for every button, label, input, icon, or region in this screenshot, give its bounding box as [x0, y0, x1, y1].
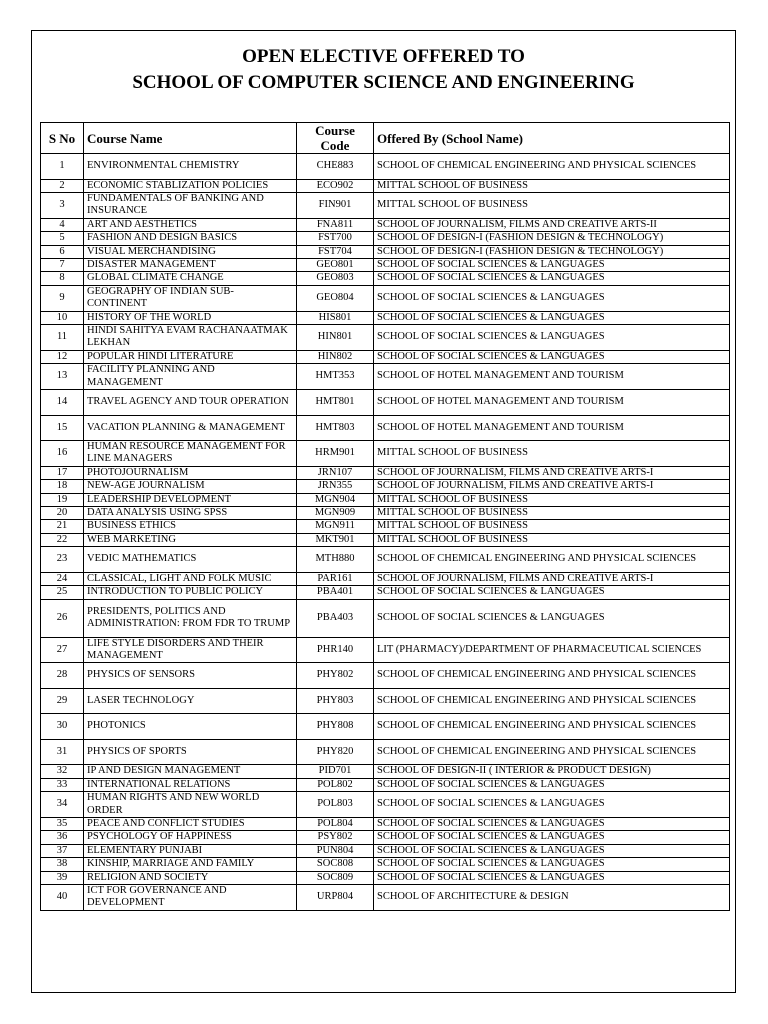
cell-course-name: INTRODUCTION TO PUBLIC POLICY	[84, 586, 297, 599]
table-row	[41, 232, 730, 245]
cell-offered-by: MITTAL SCHOOL OF BUSINESS	[374, 533, 730, 546]
cell-sno: 40	[41, 885, 84, 911]
header-course-code-line-1: Course	[315, 123, 355, 138]
cell-course-code: MGN911	[297, 520, 374, 533]
cell-course-code: HIN802	[297, 350, 374, 363]
cell-course-code: URP804	[297, 885, 374, 911]
cell-course-code: PHR140	[297, 637, 374, 663]
cell-sno: 36	[41, 831, 84, 844]
cell-offered-by: MITTAL SCHOOL OF BUSINESS	[374, 192, 730, 218]
cell-course-code: MGN909	[297, 507, 374, 520]
cell-offered-by: SCHOOL OF SOCIAL SCIENCES & LANGUAGES	[374, 599, 730, 637]
cell-offered-by: SCHOOL OF HOTEL MANAGEMENT AND TOURISM	[374, 364, 730, 390]
cell-course-code: HMT353	[297, 364, 374, 390]
table-row	[41, 493, 730, 506]
cell-course-name: HINDI SAHITYA EVAM RACHANAATMAK LEKHAN	[84, 324, 297, 350]
cell-sno: 32	[41, 765, 84, 778]
cell-offered-by: SCHOOL OF DESIGN-II ( INTERIOR & PRODUCT DESIGN)	[374, 765, 730, 778]
cell-sno: 12	[41, 350, 84, 363]
table-row	[41, 533, 730, 546]
cell-sno: 37	[41, 844, 84, 857]
cell-course-name: LEADERSHIP DEVELOPMENT	[84, 493, 297, 506]
cell-course-code: MKT901	[297, 533, 374, 546]
table-row	[41, 586, 730, 599]
cell-course-code: PHY808	[297, 714, 374, 740]
cell-course-code: PHY802	[297, 663, 374, 689]
cell-offered-by: SCHOOL OF SOCIAL SCIENCES & LANGUAGES	[374, 792, 730, 818]
cell-course-name: HUMAN RIGHTS AND NEW WORLD ORDER	[84, 792, 297, 818]
cell-sno: 31	[41, 739, 84, 765]
cell-sno: 7	[41, 258, 84, 271]
cell-course-code: PSY802	[297, 831, 374, 844]
cell-course-name: ART AND AESTHETICS	[84, 218, 297, 231]
table-row	[41, 507, 730, 520]
table-row	[41, 350, 730, 363]
table-row	[41, 885, 730, 911]
cell-offered-by: SCHOOL OF ARCHITECTURE & DESIGN	[374, 885, 730, 911]
cell-course-name: CLASSICAL, LIGHT AND FOLK MUSIC	[84, 572, 297, 585]
cell-course-name: RELIGION AND SOCIETY	[84, 871, 297, 884]
cell-sno: 23	[41, 547, 84, 573]
cell-course-name: WEB MARKETING	[84, 533, 297, 546]
cell-course-name: FACILITY PLANNING AND MANAGEMENT	[84, 364, 297, 390]
cell-offered-by: SCHOOL OF SOCIAL SCIENCES & LANGUAGES	[374, 272, 730, 285]
table-row	[41, 245, 730, 258]
table-row	[41, 714, 730, 740]
table-row	[41, 765, 730, 778]
cell-sno: 5	[41, 232, 84, 245]
cell-offered-by: SCHOOL OF HOTEL MANAGEMENT AND TOURISM	[374, 415, 730, 441]
cell-course-name: PHOTOJOURNALISM	[84, 466, 297, 479]
cell-offered-by: SCHOOL OF CHEMICAL ENGINEERING AND PHYSICAL SCIENCES	[374, 547, 730, 573]
cell-course-name: GLOBAL CLIMATE CHANGE	[84, 272, 297, 285]
table-row	[41, 818, 730, 831]
table-row	[41, 547, 730, 573]
table-header-row	[41, 123, 730, 154]
cell-offered-by: SCHOOL OF SOCIAL SCIENCES & LANGUAGES	[374, 871, 730, 884]
cell-course-code: PHY803	[297, 688, 374, 714]
cell-sno: 16	[41, 441, 84, 467]
table-row	[41, 792, 730, 818]
cell-course-name: VEDIC MATHEMATICS	[84, 547, 297, 573]
table-row	[41, 258, 730, 271]
cell-course-name: ICT FOR GOVERNANCE AND DEVELOPMENT	[84, 885, 297, 911]
cell-course-name: GEOGRAPHY OF INDIAN SUB-CONTINENT	[84, 285, 297, 311]
cell-course-name: KINSHIP, MARRIAGE AND FAMILY	[84, 858, 297, 871]
cell-sno: 25	[41, 586, 84, 599]
cell-offered-by: SCHOOL OF DESIGN-I (FASHION DESIGN & TECHNOLOGY)	[374, 245, 730, 258]
table-row	[41, 218, 730, 231]
cell-course-code: HMT803	[297, 415, 374, 441]
table-row	[41, 858, 730, 871]
cell-course-code: FIN901	[297, 192, 374, 218]
header-course-name: Course Name	[84, 123, 297, 154]
cell-course-name: ENVIRONMENTAL CHEMISTRY	[84, 154, 297, 180]
cell-sno: 27	[41, 637, 84, 663]
cell-sno: 8	[41, 272, 84, 285]
cell-course-name: FASHION AND DESIGN BASICS	[84, 232, 297, 245]
cell-course-code: SOC809	[297, 871, 374, 884]
cell-course-name: VACATION PLANNING & MANAGEMENT	[84, 415, 297, 441]
cell-sno: 15	[41, 415, 84, 441]
cell-sno: 24	[41, 572, 84, 585]
cell-offered-by: SCHOOL OF SOCIAL SCIENCES & LANGUAGES	[374, 311, 730, 324]
cell-course-code: ECO902	[297, 179, 374, 192]
table-row	[41, 390, 730, 416]
cell-offered-by: SCHOOL OF SOCIAL SCIENCES & LANGUAGES	[374, 778, 730, 791]
cell-course-name: ELEMENTARY PUNJABI	[84, 844, 297, 857]
table-row	[41, 572, 730, 585]
cell-course-code: MTH880	[297, 547, 374, 573]
cell-course-code: GEO803	[297, 272, 374, 285]
cell-course-code: GEO801	[297, 258, 374, 271]
cell-sno: 38	[41, 858, 84, 871]
cell-offered-by: SCHOOL OF HOTEL MANAGEMENT AND TOURISM	[374, 390, 730, 416]
header-sno: S No	[41, 123, 84, 154]
table-row	[41, 831, 730, 844]
cell-sno: 21	[41, 520, 84, 533]
cell-course-code: JRN355	[297, 480, 374, 493]
cell-offered-by: SCHOOL OF CHEMICAL ENGINEERING AND PHYSICAL SCIENCES	[374, 714, 730, 740]
table-row	[41, 688, 730, 714]
table-row	[41, 272, 730, 285]
cell-sno: 34	[41, 792, 84, 818]
table-row	[41, 844, 730, 857]
cell-sno: 2	[41, 179, 84, 192]
cell-course-name: NEW-AGE JOURNALISM	[84, 480, 297, 493]
cell-offered-by: SCHOOL OF SOCIAL SCIENCES & LANGUAGES	[374, 818, 730, 831]
cell-offered-by: SCHOOL OF SOCIAL SCIENCES & LANGUAGES	[374, 831, 730, 844]
cell-offered-by: SCHOOL OF SOCIAL SCIENCES & LANGUAGES	[374, 586, 730, 599]
cell-course-code: PHY820	[297, 739, 374, 765]
table-row	[41, 415, 730, 441]
cell-course-code: FNA811	[297, 218, 374, 231]
cell-course-name: FUNDAMENTALS OF BANKING AND INSURANCE	[84, 192, 297, 218]
cell-sno: 13	[41, 364, 84, 390]
table-row	[41, 154, 730, 180]
cell-course-code: HIS801	[297, 311, 374, 324]
title-line-2: SCHOOL OF COMPUTER SCIENCE AND ENGINEERING	[132, 72, 635, 93]
cell-sno: 10	[41, 311, 84, 324]
cell-offered-by: SCHOOL OF SOCIAL SCIENCES & LANGUAGES	[374, 258, 730, 271]
cell-course-name: PEACE AND CONFLICT STUDIES	[84, 818, 297, 831]
table-row	[41, 441, 730, 467]
cell-sno: 11	[41, 324, 84, 350]
cell-offered-by: SCHOOL OF CHEMICAL ENGINEERING AND PHYSICAL SCIENCES	[374, 663, 730, 689]
cell-course-code: HMT801	[297, 390, 374, 416]
cell-offered-by: MITTAL SCHOOL OF BUSINESS	[374, 507, 730, 520]
cell-offered-by: SCHOOL OF JOURNALISM, FILMS AND CREATIVE ARTS-I	[374, 480, 730, 493]
cell-offered-by: SCHOOL OF SOCIAL SCIENCES & LANGUAGES	[374, 350, 730, 363]
table-row	[41, 663, 730, 689]
cell-sno: 18	[41, 480, 84, 493]
cell-course-code: POL803	[297, 792, 374, 818]
cell-offered-by: SCHOOL OF SOCIAL SCIENCES & LANGUAGES	[374, 858, 730, 871]
cell-course-name: HUMAN RESOURCE MANAGEMENT FOR LINE MANAGERS	[84, 441, 297, 467]
cell-offered-by: MITTAL SCHOOL OF BUSINESS	[374, 493, 730, 506]
cell-sno: 29	[41, 688, 84, 714]
cell-sno: 17	[41, 466, 84, 479]
cell-course-name: IP AND DESIGN MANAGEMENT	[84, 765, 297, 778]
table-row	[41, 637, 730, 663]
cell-offered-by: SCHOOL OF CHEMICAL ENGINEERING AND PHYSICAL SCIENCES	[374, 154, 730, 180]
cell-sno: 28	[41, 663, 84, 689]
cell-offered-by: SCHOOL OF JOURNALISM, FILMS AND CREATIVE ARTS-I	[374, 466, 730, 479]
table-row	[41, 285, 730, 311]
cell-sno: 20	[41, 507, 84, 520]
cell-course-code: POL804	[297, 818, 374, 831]
cell-course-name: ECONOMIC STABLIZATION POLICIES	[84, 179, 297, 192]
cell-course-name: PHYSICS OF SPORTS	[84, 739, 297, 765]
cell-offered-by: MITTAL SCHOOL OF BUSINESS	[374, 441, 730, 467]
cell-course-name: LIFE STYLE DISORDERS AND THEIR MANAGEMENT	[84, 637, 297, 663]
cell-course-name: DATA ANALYSIS USING SPSS	[84, 507, 297, 520]
cell-sno: 33	[41, 778, 84, 791]
cell-course-code: POL802	[297, 778, 374, 791]
table-row	[41, 364, 730, 390]
cell-course-name: PRESIDENTS, POLITICS AND ADMINISTRATION: FROM FDR TO TRUMP	[84, 599, 297, 637]
table-row	[41, 871, 730, 884]
cell-offered-by: MITTAL SCHOOL OF BUSINESS	[374, 520, 730, 533]
cell-sno: 35	[41, 818, 84, 831]
course-table	[40, 122, 730, 911]
cell-course-code: FST700	[297, 232, 374, 245]
table-row	[41, 520, 730, 533]
table-row	[41, 599, 730, 637]
cell-offered-by: MITTAL SCHOOL OF BUSINESS	[374, 179, 730, 192]
cell-course-name: DISASTER MANAGEMENT	[84, 258, 297, 271]
header-course-code-line-2: Code	[320, 138, 350, 153]
table-row	[41, 324, 730, 350]
cell-course-name: LASER TECHNOLOGY	[84, 688, 297, 714]
table-row	[41, 466, 730, 479]
cell-sno: 39	[41, 871, 84, 884]
cell-course-code: HIN801	[297, 324, 374, 350]
cell-offered-by: SCHOOL OF CHEMICAL ENGINEERING AND PHYSICAL SCIENCES	[374, 739, 730, 765]
table-row	[41, 179, 730, 192]
cell-offered-by: SCHOOL OF SOCIAL SCIENCES & LANGUAGES	[374, 844, 730, 857]
cell-course-code: PBA403	[297, 599, 374, 637]
cell-offered-by: SCHOOL OF DESIGN-I (FASHION DESIGN & TECHNOLOGY)	[374, 232, 730, 245]
cell-course-code: PID701	[297, 765, 374, 778]
table-row	[41, 778, 730, 791]
cell-offered-by: LIT (PHARMACY)/DEPARTMENT OF PHARMACEUTICAL SCIENCES	[374, 637, 730, 663]
cell-offered-by: SCHOOL OF SOCIAL SCIENCES & LANGUAGES	[374, 324, 730, 350]
cell-course-code: GEO804	[297, 285, 374, 311]
cell-sno: 6	[41, 245, 84, 258]
cell-course-name: INTERNATIONAL RELATIONS	[84, 778, 297, 791]
cell-sno: 30	[41, 714, 84, 740]
cell-sno: 3	[41, 192, 84, 218]
cell-course-name: HISTORY OF THE WORLD	[84, 311, 297, 324]
cell-offered-by: SCHOOL OF JOURNALISM, FILMS AND CREATIVE ARTS-I	[374, 572, 730, 585]
cell-sno: 4	[41, 218, 84, 231]
cell-sno: 26	[41, 599, 84, 637]
cell-offered-by: SCHOOL OF SOCIAL SCIENCES & LANGUAGES	[374, 285, 730, 311]
cell-course-name: TRAVEL AGENCY AND TOUR OPERATION	[84, 390, 297, 416]
cell-offered-by: SCHOOL OF CHEMICAL ENGINEERING AND PHYSICAL SCIENCES	[374, 688, 730, 714]
cell-offered-by: SCHOOL OF JOURNALISM, FILMS AND CREATIVE ARTS-II	[374, 218, 730, 231]
cell-course-code: FST704	[297, 245, 374, 258]
document-title	[32, 44, 735, 96]
cell-sno: 1	[41, 154, 84, 180]
cell-course-code: PUN804	[297, 844, 374, 857]
cell-sno: 9	[41, 285, 84, 311]
cell-course-code: JRN107	[297, 466, 374, 479]
header-course-code	[297, 123, 374, 154]
cell-sno: 19	[41, 493, 84, 506]
table-row	[41, 192, 730, 218]
table-row	[41, 311, 730, 324]
cell-course-name: PSYCHOLOGY OF HAPPINESS	[84, 831, 297, 844]
cell-course-code: CHE883	[297, 154, 374, 180]
cell-course-code: HRM901	[297, 441, 374, 467]
cell-course-code: PAR161	[297, 572, 374, 585]
table-row	[41, 480, 730, 493]
title-line-1: OPEN ELECTIVE OFFERED TO	[242, 46, 525, 67]
cell-course-name: PHYSICS OF SENSORS	[84, 663, 297, 689]
cell-course-name: VISUAL MERCHANDISING	[84, 245, 297, 258]
document-page	[31, 30, 736, 993]
header-offered-by: Offered By (School Name)	[374, 123, 730, 154]
cell-sno: 14	[41, 390, 84, 416]
cell-course-name: PHOTONICS	[84, 714, 297, 740]
table-row	[41, 739, 730, 765]
cell-course-code: MGN904	[297, 493, 374, 506]
cell-course-name: POPULAR HINDI LITERATURE	[84, 350, 297, 363]
cell-course-code: SOC808	[297, 858, 374, 871]
cell-course-name: BUSINESS ETHICS	[84, 520, 297, 533]
cell-sno: 22	[41, 533, 84, 546]
cell-course-code: PBA401	[297, 586, 374, 599]
